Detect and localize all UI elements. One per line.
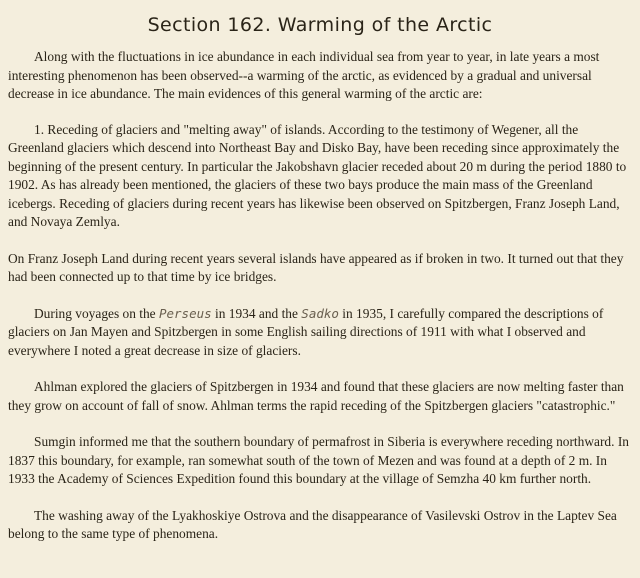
paragraph-voyages	[8, 305, 632, 361]
ship-name-sadko: Sadko	[301, 305, 339, 321]
paragraph-laptev: The washing away of the Lyakhoskiye Ostrova and the disappearance of Vasilevski Ostrov in the Laptev Sea belong to the same type of phenomena.	[8, 507, 617, 541]
section-title: Section 162. Warming of the Arctic	[147, 14, 493, 36]
paragraph-voyages-text-1: During voyages on the	[34, 305, 159, 321]
paragraph-evidence-1: 1. Receding of glaciers and "melting away" of islands. According to the testimony of Wegener, all the Greenland glaciers which descend into Northeast Bay and Disko Bay, have been receding since approximately the beginning of the present century. In particular the Jakobshavn glacier receded about 20 m during the period 1880 to 1902. As has already been mentioned, the glaciers of these two bays produce the main mass of the Greenland icebergs. Receding of glaciers during recent years has likewise been observed on Spitzbergen, Franz Joseph Land, and Novaya Zemlya.	[8, 121, 627, 229]
paragraph-sumgin: Sumgin informed me that the southern boundary of permafrost in Siberia is everywhere receding northward. In 1837 this boundary, for example, ran somewhat south of the town of Mezen and was found at a depth of 2 m. In 1933 the Academy of Sciences Expedition found this boundary at the village of Semzha 40 km further north.	[8, 434, 629, 486]
paragraph-ahlman: Ahlman explored the glaciers of Spitzbergen in 1934 and found that these glaciers are now melting faster than they grow on account of fall of snow. Ahlman terms the rapid receding of the Spitzbergen glaciers "catastrophic."	[8, 379, 624, 413]
ship-name-perseus: Perseus	[158, 305, 212, 321]
paragraph-intro: Along with the fluctuations in ice abundance in each individual sea from year to year, in late years a most interesting phenomenon has been observed--a warming of the arctic, as evidenced by a gradual and universal decrease in ice abundance. The main evidences of this general warming of the arctic are:	[8, 49, 600, 101]
paragraph-voyages-text-3: in 1935, I carefully compared the descriptions of glaciers on Jan Mayen and Spitzbergen in some English sailing directions of 1911 with what I observed and everywhere I noted a great decrease in size of glaciers.	[8, 305, 604, 358]
paragraph-franz-joseph: On Franz Joseph Land during recent years several islands have appeared as if broken in two. It turned out that they had been connected up to that time by ice bridges.	[8, 250, 624, 284]
paragraph-voyages-text-2: in 1934 and the	[211, 305, 302, 321]
